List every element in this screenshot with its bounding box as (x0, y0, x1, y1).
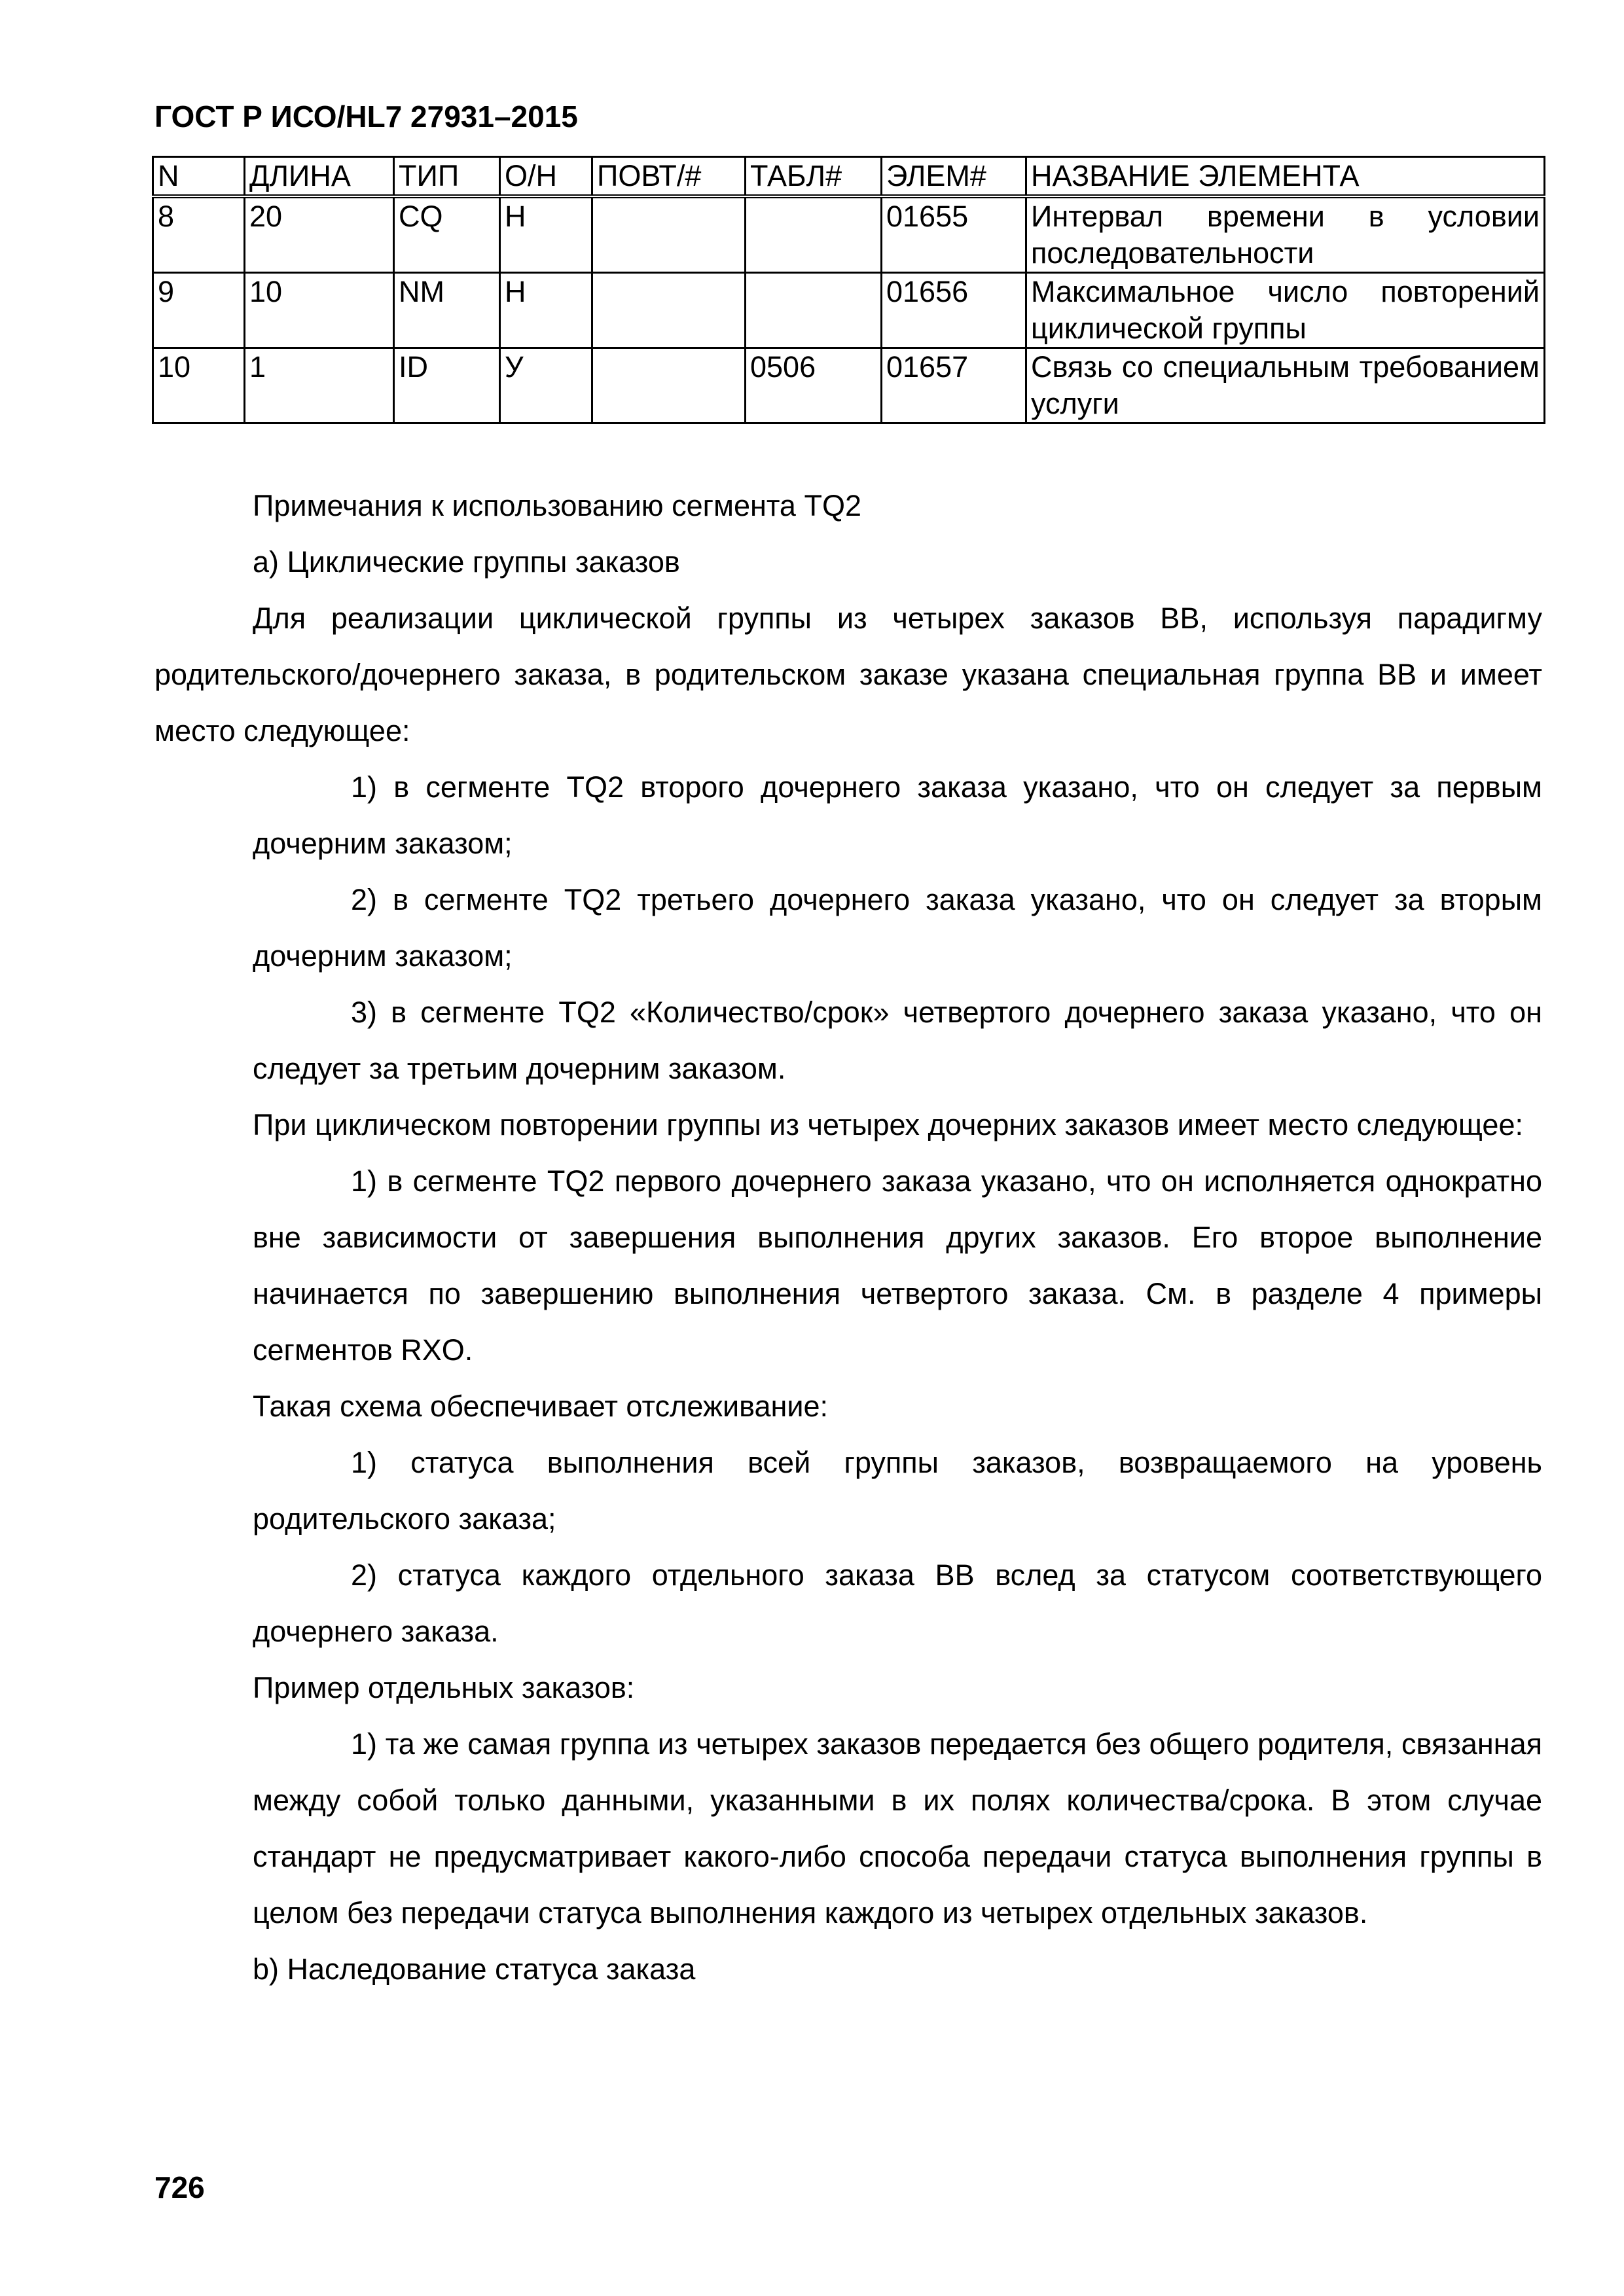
column-header-opt: О/Н (500, 157, 592, 197)
cell-type: NM (394, 273, 500, 348)
cell-n: 9 (153, 273, 245, 348)
paragraph: Для реализации циклической группы из четырех заказов ВВ, используя парадигму родительского/дочернего заказа, в родительском заказе указана специальная группа ВВ и имеет место следующее: (154, 601, 1542, 747)
cell-table (746, 273, 882, 348)
cell-opt: У (500, 348, 592, 423)
column-header-table: ТАБЛ# (746, 157, 882, 197)
list-item: 2) в сегменте TQ2 третьего дочернего заказа указано, что он следует за вторым дочерним заказом; (253, 883, 1542, 973)
cell-repeat (592, 273, 746, 348)
list-item: 2) статуса каждого отдельного заказа ВВ вслед за статусом соответствующего дочернего заказа. (253, 1558, 1542, 1648)
cell-element-name: Максимальное число повторений циклической группы (1026, 273, 1545, 348)
list-item: 1) в сегменте TQ2 второго дочернего заказа указано, что он следует за первым дочерним заказом; (253, 770, 1542, 860)
cell-element: 01657 (882, 348, 1026, 423)
paragraph: Пример отдельных заказов: (253, 1671, 635, 1704)
cell-element-name: Связь со специальным требованием услуги (1026, 348, 1545, 423)
cell-repeat (592, 348, 746, 423)
list-item: 1) та же самая группа из четырех заказов передается без общего родителя, связанная между собой только данными, указанными в их полях количества/срока. В этом случае стандарт не предусматривает какого-либо способа передачи статуса выполнения группы в целом без передачи статуса выполнения каждого из четырех отдельных заказов. (253, 1727, 1542, 1929)
cell-length: 10 (245, 273, 394, 348)
table-row (153, 196, 1545, 273)
section-heading-b: b) Наследование статуса заказа (253, 1952, 696, 1986)
table-row (153, 273, 1545, 348)
paragraph: Такая схема обеспечивает отслеживание: (253, 1390, 829, 1423)
column-header-element: ЭЛЕМ# (882, 157, 1026, 197)
cell-opt: Н (500, 273, 592, 348)
cell-table: 0506 (746, 348, 882, 423)
table-header-row (153, 157, 1545, 197)
cell-n: 10 (153, 348, 245, 423)
document-header: ГОСТ Р ИСО/HL7 27931–2015 (154, 99, 578, 134)
cell-length: 20 (245, 196, 394, 273)
column-header-n: N (153, 157, 245, 197)
cell-n: 8 (153, 196, 245, 273)
cell-element-name: Интервал времени в условии последовательности (1026, 196, 1545, 273)
list-item: 1) статуса выполнения всей группы заказов, возвращаемого на уровень родительского заказа; (253, 1446, 1542, 1535)
notes-title: Примечания к использованию сегмента TQ2 (253, 489, 861, 522)
cell-type: CQ (394, 196, 500, 273)
column-header-length: ДЛИНА (245, 157, 394, 197)
page-number: 726 (154, 2170, 205, 2204)
document-body (154, 478, 1542, 1998)
table-row (153, 348, 1545, 423)
section-heading-a: а) Циклические группы заказов (253, 545, 680, 579)
column-header-element-name: НАЗВАНИЕ ЭЛЕМЕНТА (1026, 157, 1545, 197)
cell-length: 1 (245, 348, 394, 423)
list-item: 1) в сегменте TQ2 первого дочернего заказа указано, что он исполняется однократно вне зависимости от завершения выполнения других заказов. Его второе выполнение начинается по завершению выполнения четвертого заказа. См. в разделе 4 примеры сегментов RXO. (253, 1164, 1542, 1367)
paragraph: При циклическом повторении группы из четырех дочерних заказов имеет место следующее: (253, 1108, 1523, 1141)
column-header-repeat: ПОВТ/# (592, 157, 746, 197)
cell-table (746, 196, 882, 273)
cell-repeat (592, 196, 746, 273)
cell-element: 01655 (882, 196, 1026, 273)
cell-type: ID (394, 348, 500, 423)
column-header-type: ТИП (394, 157, 500, 197)
list-item: 3) в сегменте TQ2 «Количество/срок» четвертого дочернего заказа указано, что он следует за третьим дочерним заказом. (253, 996, 1542, 1085)
cell-element: 01656 (882, 273, 1026, 348)
segment-elements-table (152, 156, 1545, 424)
cell-opt: Н (500, 196, 592, 273)
